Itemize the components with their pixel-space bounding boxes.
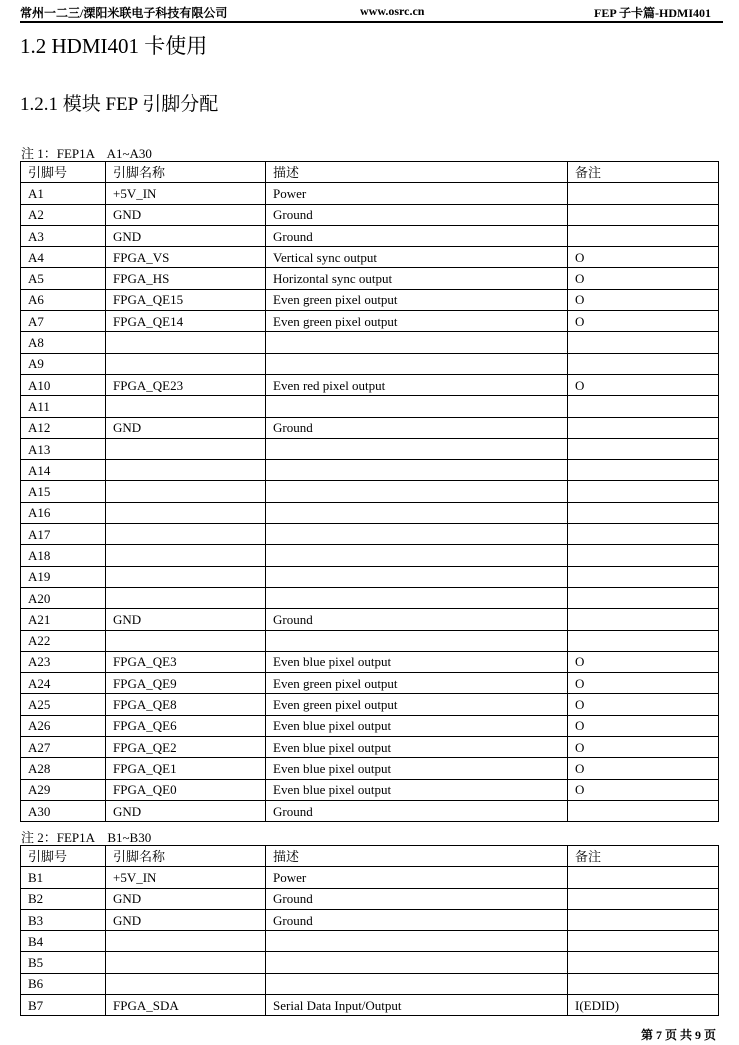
description-cell: Even green pixel output — [266, 289, 568, 310]
remark-cell — [568, 417, 719, 438]
pin-number-cell: A19 — [21, 566, 106, 587]
remark-cell — [568, 587, 719, 608]
pin-number-cell: B4 — [21, 931, 106, 952]
pin-name-cell: +5V_IN — [106, 867, 266, 888]
remark-cell — [568, 952, 719, 973]
description-cell — [266, 630, 568, 651]
table-row — [21, 630, 719, 651]
table-row — [21, 651, 719, 672]
pin-name-cell: FPGA_QE23 — [106, 374, 266, 395]
pin-name-cell: GND — [106, 800, 266, 821]
remark-cell — [568, 524, 719, 545]
remark-cell: O — [568, 268, 719, 289]
column-header: 引脚号 — [21, 846, 106, 867]
description-cell: Horizontal sync output — [266, 268, 568, 289]
header-website: www.osrc.cn — [360, 4, 425, 18]
description-cell: Power — [266, 867, 568, 888]
pin-name-cell: FPGA_HS — [106, 268, 266, 289]
pin-number-cell: B1 — [21, 867, 106, 888]
remark-cell — [568, 800, 719, 821]
pin-name-cell — [106, 332, 266, 353]
remark-cell — [568, 566, 719, 587]
pin-number-cell: A1 — [21, 183, 106, 204]
pin-number-cell: A24 — [21, 673, 106, 694]
pin-number-cell: A15 — [21, 481, 106, 502]
remark-cell: O — [568, 737, 719, 758]
pin-name-cell — [106, 931, 266, 952]
column-header: 描述 — [266, 162, 568, 183]
pin-name-cell — [106, 502, 266, 523]
remark-cell — [568, 481, 719, 502]
remark-cell — [568, 545, 719, 566]
pin-name-cell: FPGA_QE8 — [106, 694, 266, 715]
description-cell: Serial Data Input/Output — [266, 995, 568, 1016]
remark-cell: O — [568, 779, 719, 800]
pin-number-cell: A6 — [21, 289, 106, 310]
description-cell — [266, 481, 568, 502]
remark-cell — [568, 888, 719, 909]
pin-number-cell: A2 — [21, 204, 106, 225]
description-cell — [266, 396, 568, 417]
remark-cell — [568, 225, 719, 246]
description-cell: Even blue pixel output — [266, 715, 568, 736]
pin-number-cell: A28 — [21, 758, 106, 779]
pin-number-cell: A20 — [21, 587, 106, 608]
pin-number-cell: A3 — [21, 225, 106, 246]
table2-note: 注 2：FEP1A B1~B30 — [21, 830, 152, 845]
pin-name-cell: FPGA_QE2 — [106, 737, 266, 758]
table-row — [21, 995, 719, 1016]
remark-cell: O — [568, 374, 719, 395]
pin-number-cell: A8 — [21, 332, 106, 353]
pin-name-cell: FPGA_SDA — [106, 995, 266, 1016]
table-row — [21, 183, 719, 204]
table-row — [21, 460, 719, 481]
description-cell: Even red pixel output — [266, 374, 568, 395]
pin-name-cell — [106, 524, 266, 545]
table-row — [21, 973, 719, 994]
pin-table-a — [20, 161, 719, 822]
table-row — [21, 587, 719, 608]
table-row — [21, 931, 719, 952]
pin-name-cell: GND — [106, 417, 266, 438]
table-row — [21, 888, 719, 909]
pin-name-cell — [106, 630, 266, 651]
pin-number-cell: A26 — [21, 715, 106, 736]
column-header: 引脚名称 — [106, 846, 266, 867]
pin-name-cell — [106, 587, 266, 608]
remark-cell: O — [568, 758, 719, 779]
column-header: 描述 — [266, 846, 568, 867]
table-row — [21, 715, 719, 736]
pin-name-cell — [106, 566, 266, 587]
pin-name-cell — [106, 353, 266, 374]
page-number: 第 7 页 共 9 页 — [640, 1028, 716, 1042]
table-row — [21, 353, 719, 374]
pin-number-cell: A9 — [21, 353, 106, 374]
description-cell — [266, 973, 568, 994]
pin-number-cell: B3 — [21, 909, 106, 930]
pin-number-cell: A21 — [21, 609, 106, 630]
pin-name-cell — [106, 438, 266, 459]
table-row — [21, 867, 719, 888]
table-row — [21, 268, 719, 289]
pin-number-cell: A11 — [21, 396, 106, 417]
remark-cell — [568, 630, 719, 651]
pin-name-cell — [106, 481, 266, 502]
table-row — [21, 481, 719, 502]
description-cell: Even blue pixel output — [266, 758, 568, 779]
remark-cell: O — [568, 694, 719, 715]
remark-cell: O — [568, 651, 719, 672]
remark-cell — [568, 460, 719, 481]
remark-cell — [568, 438, 719, 459]
description-cell — [266, 353, 568, 374]
pin-name-cell: GND — [106, 204, 266, 225]
column-header: 引脚名称 — [106, 162, 266, 183]
pin-number-cell: A10 — [21, 374, 106, 395]
table-row — [21, 952, 719, 973]
pin-number-cell: A16 — [21, 502, 106, 523]
pin-name-cell — [106, 396, 266, 417]
description-cell: Ground — [266, 417, 568, 438]
table-row — [21, 737, 719, 758]
description-cell: Vertical sync output — [266, 247, 568, 268]
table-row — [21, 524, 719, 545]
table-row — [21, 545, 719, 566]
table-row — [21, 800, 719, 821]
description-cell: Ground — [266, 800, 568, 821]
pin-number-cell: A30 — [21, 800, 106, 821]
table-row — [21, 502, 719, 523]
remark-cell: O — [568, 289, 719, 310]
table-row — [21, 438, 719, 459]
pin-name-cell — [106, 952, 266, 973]
pin-number-cell: B2 — [21, 888, 106, 909]
pin-number-cell: A18 — [21, 545, 106, 566]
description-cell: Ground — [266, 225, 568, 246]
pin-name-cell: FPGA_QE1 — [106, 758, 266, 779]
remark-cell — [568, 183, 719, 204]
pin-number-cell: A12 — [21, 417, 106, 438]
table-row — [21, 673, 719, 694]
description-cell — [266, 438, 568, 459]
remark-cell: O — [568, 247, 719, 268]
remark-cell — [568, 931, 719, 952]
header-company: 常州一二三/溧阳米联电子科技有限公司 — [20, 6, 228, 20]
description-cell: Even green pixel output — [266, 311, 568, 332]
description-cell — [266, 545, 568, 566]
pin-name-cell: FPGA_QE14 — [106, 311, 266, 332]
pin-number-cell: B7 — [21, 995, 106, 1016]
description-cell — [266, 524, 568, 545]
remark-cell: I(EDID) — [568, 995, 719, 1016]
pin-number-cell: A23 — [21, 651, 106, 672]
table-row — [21, 779, 719, 800]
pin-name-cell: FPGA_QE6 — [106, 715, 266, 736]
pin-name-cell: FPGA_VS — [106, 247, 266, 268]
pin-number-cell: A25 — [21, 694, 106, 715]
pin-number-cell: A14 — [21, 460, 106, 481]
remark-cell: O — [568, 715, 719, 736]
pin-number-cell: A27 — [21, 737, 106, 758]
pin-number-cell: B5 — [21, 952, 106, 973]
table-row — [21, 758, 719, 779]
pin-number-cell: A5 — [21, 268, 106, 289]
remark-cell — [568, 332, 719, 353]
pin-number-cell: A4 — [21, 247, 106, 268]
description-cell — [266, 931, 568, 952]
pin-name-cell: +5V_IN — [106, 183, 266, 204]
table-row — [21, 247, 719, 268]
column-header: 备注 — [568, 162, 719, 183]
section-title: 1.2 HDMI401 卡使用 — [20, 34, 208, 58]
table-row — [21, 694, 719, 715]
pin-number-cell: A13 — [21, 438, 106, 459]
description-cell — [266, 502, 568, 523]
pin-name-cell: FPGA_QE0 — [106, 779, 266, 800]
pin-number-cell: A7 — [21, 311, 106, 332]
pin-number-cell: A29 — [21, 779, 106, 800]
header-doc-title: FEP 子卡篇-HDMI401 — [594, 6, 711, 20]
description-cell: Ground — [266, 888, 568, 909]
description-cell: Even blue pixel output — [266, 651, 568, 672]
description-cell — [266, 566, 568, 587]
page-header — [20, 0, 723, 23]
pin-table-b — [20, 845, 719, 1016]
remark-cell — [568, 502, 719, 523]
table-row — [21, 204, 719, 225]
description-cell: Ground — [266, 909, 568, 930]
remark-cell — [568, 973, 719, 994]
pin-number-cell: B6 — [21, 973, 106, 994]
remark-cell — [568, 353, 719, 374]
pin-name-cell — [106, 460, 266, 481]
table-row — [21, 417, 719, 438]
table-row — [21, 311, 719, 332]
table-row — [21, 332, 719, 353]
pin-name-cell — [106, 545, 266, 566]
description-cell: Power — [266, 183, 568, 204]
description-cell: Even green pixel output — [266, 673, 568, 694]
pin-name-cell: FPGA_QE9 — [106, 673, 266, 694]
remark-cell — [568, 867, 719, 888]
table1-note: 注 1：FEP1A A1~A30 — [21, 146, 152, 161]
remark-cell — [568, 909, 719, 930]
subsection-title: 1.2.1 模块 FEP 引脚分配 — [20, 94, 219, 115]
table-row — [21, 909, 719, 930]
column-header: 备注 — [568, 846, 719, 867]
description-cell — [266, 587, 568, 608]
table-row — [21, 225, 719, 246]
description-cell: Ground — [266, 204, 568, 225]
remark-cell: O — [568, 673, 719, 694]
description-cell: Ground — [266, 609, 568, 630]
remark-cell — [568, 396, 719, 417]
table-row — [21, 396, 719, 417]
description-cell: Even green pixel output — [266, 694, 568, 715]
remark-cell — [568, 204, 719, 225]
column-header: 引脚号 — [21, 162, 106, 183]
pin-name-cell: GND — [106, 225, 266, 246]
table-header-row — [21, 162, 719, 183]
remark-cell: O — [568, 311, 719, 332]
pin-number-cell: A17 — [21, 524, 106, 545]
description-cell — [266, 332, 568, 353]
pin-name-cell: GND — [106, 888, 266, 909]
table-row — [21, 566, 719, 587]
description-cell: Even blue pixel output — [266, 779, 568, 800]
description-cell — [266, 952, 568, 973]
table-row — [21, 289, 719, 310]
description-cell — [266, 460, 568, 481]
table-row — [21, 609, 719, 630]
description-cell: Even blue pixel output — [266, 737, 568, 758]
pin-name-cell: GND — [106, 609, 266, 630]
pin-name-cell: FPGA_QE3 — [106, 651, 266, 672]
remark-cell — [568, 609, 719, 630]
pin-number-cell: A22 — [21, 630, 106, 651]
pin-name-cell: GND — [106, 909, 266, 930]
table-row — [21, 374, 719, 395]
pin-name-cell — [106, 973, 266, 994]
table-header-row — [21, 846, 719, 867]
pin-name-cell: FPGA_QE15 — [106, 289, 266, 310]
